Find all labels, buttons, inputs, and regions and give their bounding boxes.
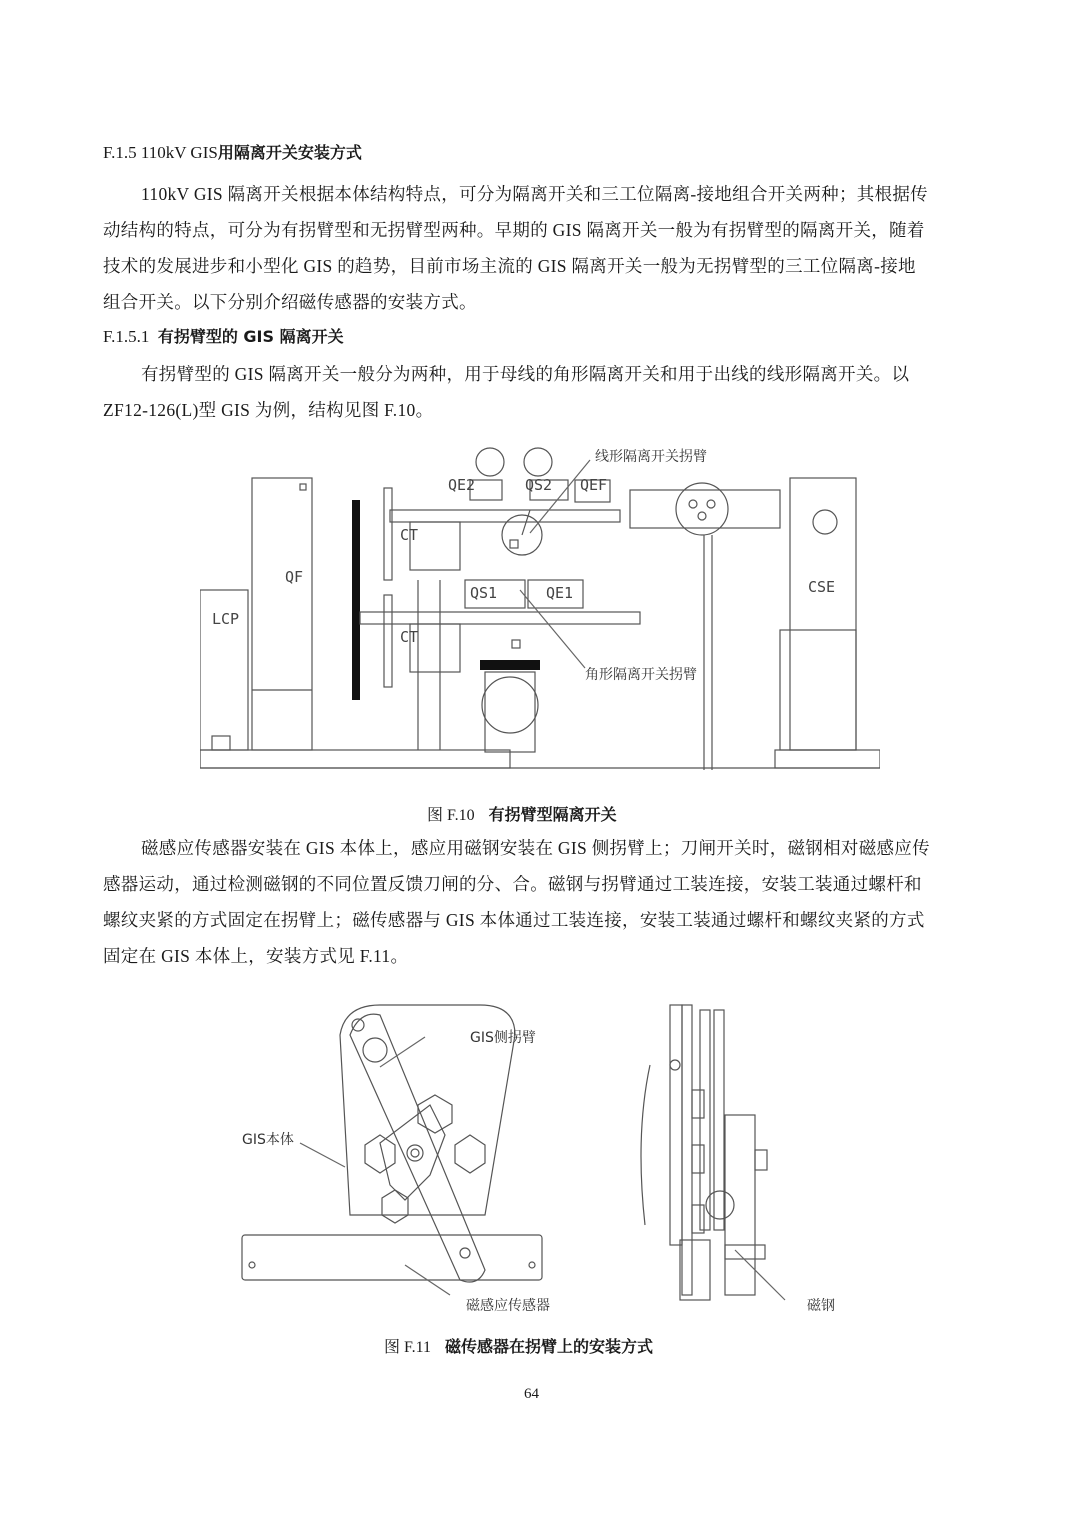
figure-f10-caption (427, 802, 617, 825)
figure-f11-drawing (230, 995, 870, 1325)
label-qef: QEF (580, 476, 608, 494)
label-linear-arm: 线形隔离开关拐臂 (595, 449, 707, 465)
label-qf: QF (285, 568, 304, 586)
label-cse: CSE (808, 578, 836, 596)
section-title: 用隔离开关安装方式 (217, 143, 362, 162)
label-lcp: LCP (212, 610, 240, 628)
label-qe2: QE2 (448, 476, 476, 494)
caption-number: 图 F.10 (427, 807, 475, 824)
label-ct-bottom: CT (400, 628, 419, 646)
caption-text: 有拐臂型隔离开关 (488, 805, 617, 824)
paragraph-line: 有拐臂型的 GIS 隔离开关一般分为两种，用于母线的角形隔离开关和用于出线的线形隔离开关。以 (141, 364, 910, 384)
body-paragraph-2 (103, 830, 978, 974)
paragraph-line: 技术的发展进步和小型化 GIS 的趋势，目前市场主流的 GIS 隔离开关一般为无拐臂型的三工位隔离-接地 (103, 256, 916, 276)
intro-paragraph (103, 176, 978, 320)
label-gis-arm: GIS侧拐臂 (470, 1030, 536, 1046)
label-magnet: 磁钢 (807, 1298, 835, 1314)
figure-f11-caption (384, 1334, 653, 1357)
label-sensor: 磁感应传感器 (466, 1298, 550, 1314)
page-number: 64 (524, 1386, 539, 1402)
paragraph-line: 110kV GIS 隔离开关根据本体结构特点，可分为隔离开关和三工位隔离-接地组合开关两种；其根据传 (141, 184, 928, 204)
subsection-heading (103, 324, 344, 347)
caption-text: 磁传感器在拐臂上的安装方式 (445, 1337, 654, 1356)
paragraph-line: 磁感应传感器安装在 GIS 本体上，感应用磁钢安装在 GIS 侧拐臂上；刀闸开关时，磁钢相对磁感应传 (141, 838, 930, 858)
label-angular-arm: 角形隔离开关拐臂 (585, 667, 697, 683)
paragraph-line: 动结构的特点，可分为有拐臂型和无拐臂型两种。早期的 GIS 隔离开关一般为有拐臂型的隔离开关，随着 (103, 220, 925, 240)
figure-f10-drawing (200, 440, 880, 780)
section-heading (103, 140, 362, 163)
label-qs1: QS1 (470, 584, 498, 602)
label-qs2: QS2 (525, 476, 553, 494)
label-ct-top: CT (400, 526, 419, 544)
paragraph-line: 感器运动，通过检测磁钢的不同位置反馈刀闸的分、合。磁钢与拐臂通过工装连接，安装工装通过螺杆和 (103, 874, 922, 894)
paragraph-line: 组合开关。以下分别介绍磁传感器的安装方式。 (103, 292, 477, 312)
subsection-title: 有拐臂型的 GIS 隔离开关 (157, 327, 344, 346)
subsection-paragraph (103, 356, 978, 428)
paragraph-line: 固定在 GIS 本体上，安装方式见 F.11。 (103, 946, 409, 966)
subsection-number: F.1.5.1 (103, 327, 150, 346)
label-gis-body: GIS本体 (242, 1132, 294, 1148)
paragraph-line: ZF12-126(L)型 GIS 为例，结构见图 F.10。 (103, 400, 434, 420)
section-number: F.1.5 110kV GIS (103, 143, 218, 162)
paragraph-line: 螺纹夹紧的方式固定在拐臂上；磁传感器与 GIS 本体通过工装连接，安装工装通过螺杆和螺纹夹紧的方式 (103, 910, 925, 930)
caption-number: 图 F.11 (384, 1339, 432, 1356)
label-qe1: QE1 (546, 584, 574, 602)
